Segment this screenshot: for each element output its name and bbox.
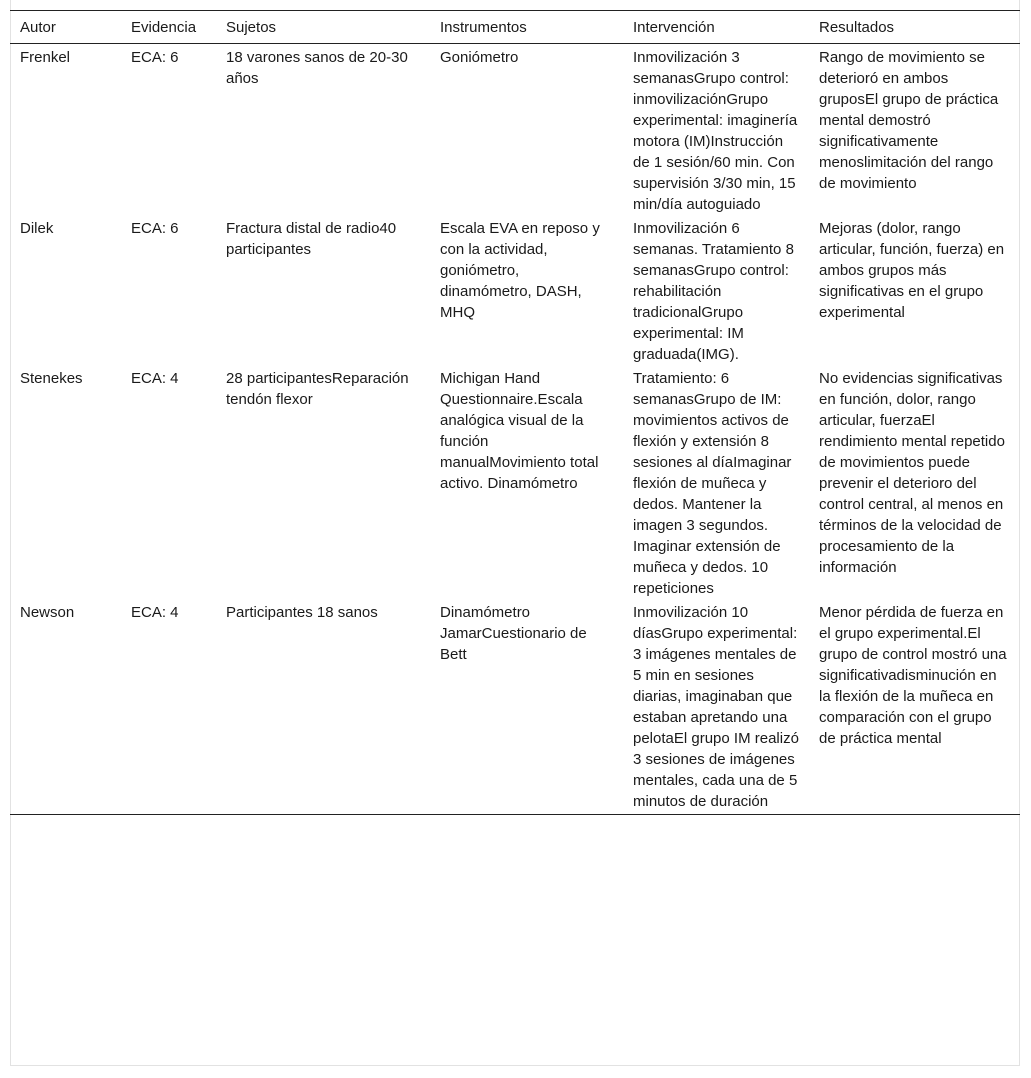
cell-resultados: Menor pérdida de fuerza en el grupo experimental.El grupo de control mostró una significativadisminución en la flexión de la muñeca en comparación con el grupo de práctica mental xyxy=(809,599,1020,815)
table-body xyxy=(10,44,1020,815)
header-resultados: Resultados xyxy=(809,11,1020,44)
cell-instrumentos: Dinamómetro JamarCuestionario de Bett xyxy=(430,599,623,815)
cell-instrumentos: Goniómetro xyxy=(440,49,519,66)
cell-sujetos: Fractura distal de radio40 participantes xyxy=(226,220,397,258)
evidence-table xyxy=(10,10,1020,815)
header-instrumentos: Instrumentos xyxy=(430,11,623,44)
cell-autor: Stenekes xyxy=(20,370,83,387)
cell-evidencia: ECA: 6 xyxy=(131,49,179,66)
table-header xyxy=(10,11,1020,44)
cell-evidencia: ECA: 6 xyxy=(131,220,179,237)
cell-intervencion: Inmovilización 6 semanas. Tratamiento 8 semanasGrupo control: rehabilitación tradicionalGrupo experimental: IM graduada(IMG). xyxy=(633,220,794,363)
cell-resultados: No evidencias significativas en función, dolor, rango articular, fuerzaEl rendimiento mental repetido de movimientos puede prevenir el deterioro del control central, al menos en términos de la velocidad de procesamiento de la información xyxy=(819,370,1005,576)
cell-intervencion: Inmovilización 3 semanasGrupo control: inmovilizaciónGrupo experimental: imaginería motora (IM)Instrucción de 1 sesión/60 min. Con supervisión 3/30 min, 15 min/día autoguiado xyxy=(633,49,798,213)
cell-sujetos: 18 varones sanos de 20-30 años xyxy=(226,49,408,87)
table-row xyxy=(10,44,1020,216)
cell-resultados: Mejoras (dolor, rango articular, función, fuerza) en ambos grupos más significativas en el grupo experimental xyxy=(819,220,1005,321)
cell-instrumentos: Michigan Hand Questionnaire.Escala analógica visual de la función manualMovimiento total activo. Dinamómetro xyxy=(440,370,599,492)
cell-sujetos: 28 participantesReparación tendón flexor xyxy=(226,370,409,408)
header-row xyxy=(10,11,1020,44)
cell-intervencion: Tratamiento: 6 semanasGrupo de IM: movimientos activos de flexión y extensión 8 sesiones al díaImaginar flexión de muñeca y dedos. Mantener la imagen 3 segundos. Imaginar extensión de muñeca y dedos. 10 repeticiones xyxy=(633,370,792,597)
table-row xyxy=(10,365,1020,599)
header-sujetos: Sujetos xyxy=(216,11,430,44)
cell-autor: Newson xyxy=(10,599,121,815)
cell-evidencia: ECA: 4 xyxy=(131,370,179,387)
header-evidencia: Evidencia xyxy=(121,11,216,44)
cell-instrumentos: Escala EVA en reposo y con la actividad, goniómetro, dinamómetro, DASH, MHQ xyxy=(440,220,600,321)
table-row xyxy=(10,215,1020,365)
cell-autor: Dilek xyxy=(20,220,54,237)
cell-sujetos: Participantes 18 sanos xyxy=(216,599,430,815)
header-autor: Autor xyxy=(10,11,121,44)
table-row xyxy=(10,599,1020,815)
cell-autor: Frenkel xyxy=(20,49,71,66)
cell-evidencia: ECA: 4 xyxy=(121,599,216,815)
cell-resultados: Rango de movimiento se deterioró en ambos gruposEl grupo de práctica mental demostró significativamente menoslimitación del rango de movimiento xyxy=(819,49,999,192)
cell-intervencion: Inmovilización 10 díasGrupo experimental: 3 imágenes mentales de 5 min en sesiones diarias, imaginaban que estaban apretando una pelotaEl grupo IM realizó 3 sesiones de imágenes mentales, cada una de 5 minutos de duración xyxy=(623,599,809,815)
header-intervencion: Intervención xyxy=(623,11,809,44)
